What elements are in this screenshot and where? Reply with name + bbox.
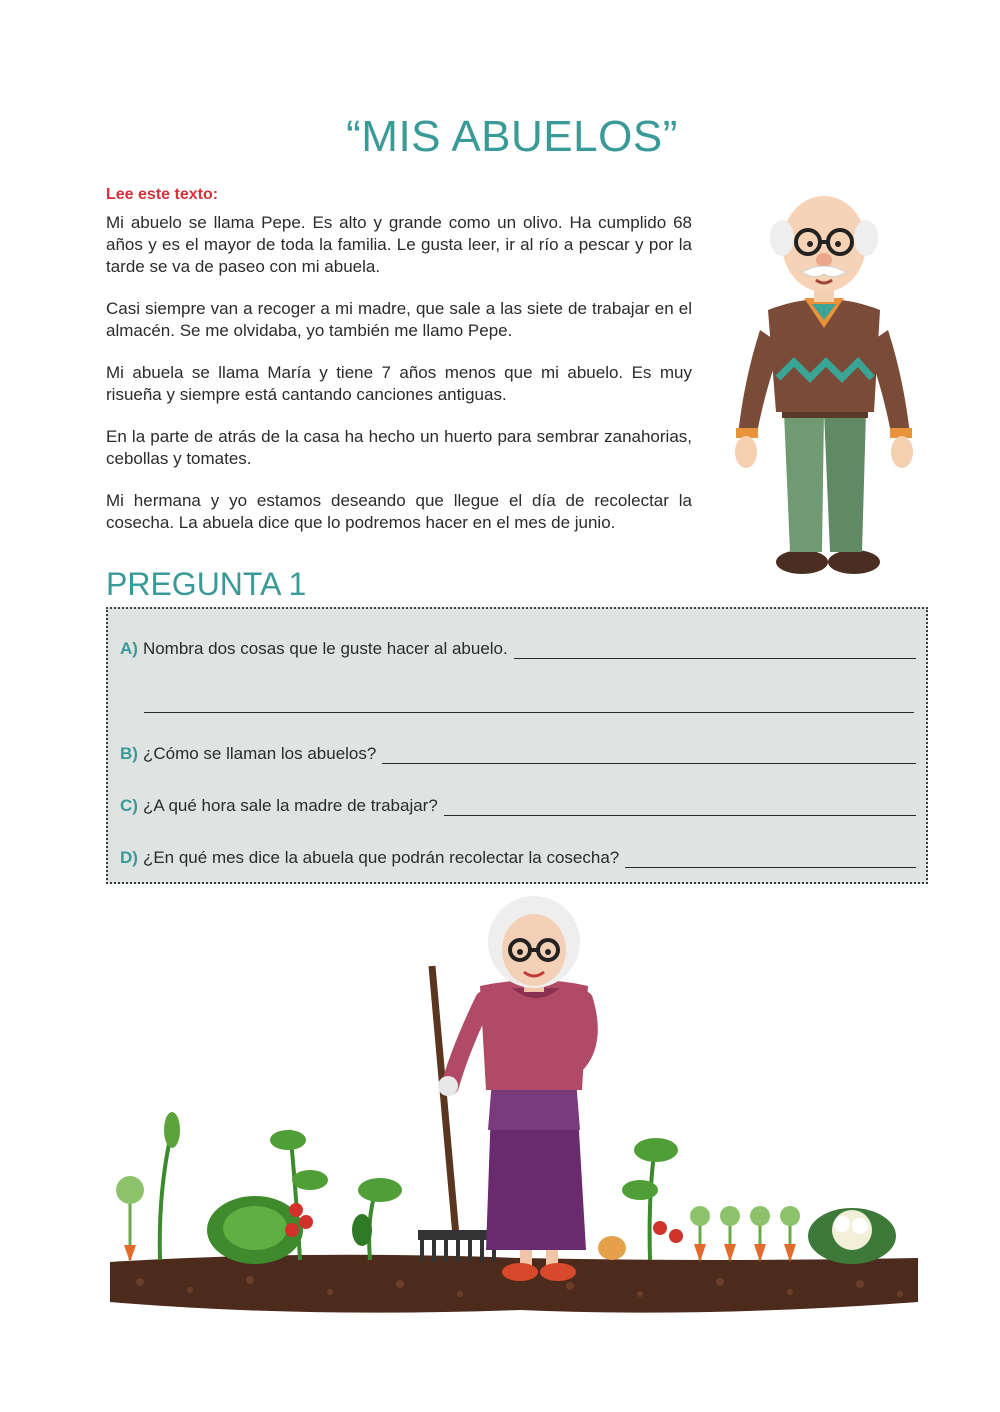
reading-text (106, 212, 692, 554)
answer-line[interactable] (144, 712, 914, 713)
paragraph: En la parte de atrás de la casa ha hecho un huerto para sembrar zanahorias, cebollas y tomates. (106, 427, 692, 468)
page-title: “MIS ABUELOS” (346, 112, 678, 161)
answer-line[interactable] (444, 797, 916, 816)
paragraph: Mi hermana y yo estamos deseando que llegue el día de recolectar la cosecha. La abuela dice que lo podremos hacer en el mes de junio. (106, 491, 692, 532)
question-letter: C) (120, 796, 138, 815)
grandfather-illustration (724, 180, 924, 580)
question-text: ¿Cómo se llaman los abuelos? (142, 744, 377, 763)
answer-line[interactable] (514, 640, 916, 659)
question-text: Nombra dos cosas que le guste hacer al abuelo. (142, 639, 508, 658)
question-b (120, 744, 916, 764)
question-heading: PREGUNTA 1 (106, 566, 307, 602)
question-letter: D) (120, 848, 138, 867)
paragraph: Mi abuela se llama María y tiene 7 años menos que mi abuelo. Es muy risueña y siempre está cantando canciones antiguas. (106, 363, 692, 404)
answer-line[interactable] (625, 849, 916, 868)
grandmother-garden-illustration (100, 890, 930, 1350)
question-text: ¿En qué mes dice la abuela que podrán recolectar la cosecha? (142, 848, 620, 867)
question-d (120, 848, 916, 868)
paragraph: Casi siempre van a recoger a mi madre, que sale a las siete de trabajar en el almacén. Se me olvidaba, yo también me llamo Pepe. (106, 299, 692, 340)
question-letter: A) (120, 639, 138, 658)
question-a (120, 639, 916, 659)
questions-box (106, 607, 928, 884)
question-letter: B) (120, 744, 138, 763)
question-text: ¿A qué hora sale la madre de trabajar? (142, 796, 438, 815)
answer-line[interactable] (382, 745, 916, 764)
paragraph: Mi abuelo se llama Pepe. Es alto y grande como un olivo. Ha cumplido 68 años y es el mayor de toda la familia. Le gusta leer, ir al río a pescar y por la tarde se va de paseo con mi abuela. (106, 213, 692, 276)
read-instruction: Lee este texto: (106, 186, 219, 203)
question-c (120, 796, 916, 816)
